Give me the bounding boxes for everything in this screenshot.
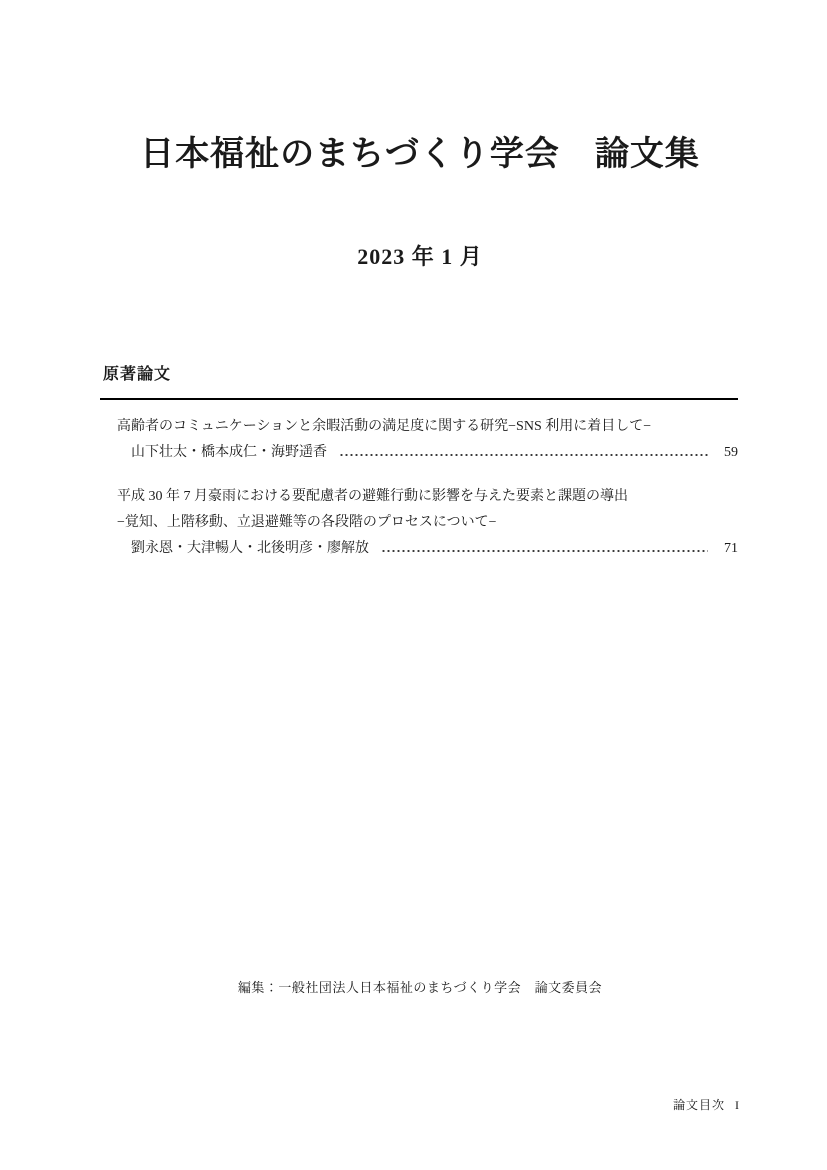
editor-credit: 編集：一般社団法人日本福祉のまちづくり学会 論文委員会 xyxy=(237,980,603,995)
footer-page-number: I xyxy=(735,1098,740,1112)
toc-entry xyxy=(117,484,738,562)
section-rule xyxy=(100,398,738,400)
entry-subtitle: −覚知、上階移動、立退避難等の各段階のプロセスについて− xyxy=(117,515,497,530)
toc-entry xyxy=(117,414,738,466)
dot-leader xyxy=(339,440,708,466)
page-title: 日本福祉のまちづくり学会 論文集 xyxy=(140,136,700,173)
dot-leader xyxy=(381,536,708,562)
publication-date: 2023 年 1 月 xyxy=(357,244,483,269)
entry-page-number: 59 xyxy=(724,445,738,460)
entry-authors-row xyxy=(117,440,738,466)
entry-authors: 山下壮太・橋本成仁・海野遥香 xyxy=(131,445,327,460)
page-footer xyxy=(673,1096,740,1113)
entry-authors: 劉永恩・大津暢人・北後明彦・廖解放 xyxy=(131,541,369,556)
footer-label: 論文目次 xyxy=(672,1098,725,1112)
entry-page-number: 71 xyxy=(724,541,738,556)
entry-authors-row xyxy=(117,536,738,562)
entry-title: 高齢者のコミュニケーションと余暇活動の満足度に関する研究−SNS 利用に着目して− xyxy=(117,419,652,434)
section-heading: 原著論文 xyxy=(103,366,172,383)
entry-title: 平成 30 年 7 月豪雨における要配慮者の避難行動に影響を与えた要素と課題の導出 xyxy=(117,489,628,504)
